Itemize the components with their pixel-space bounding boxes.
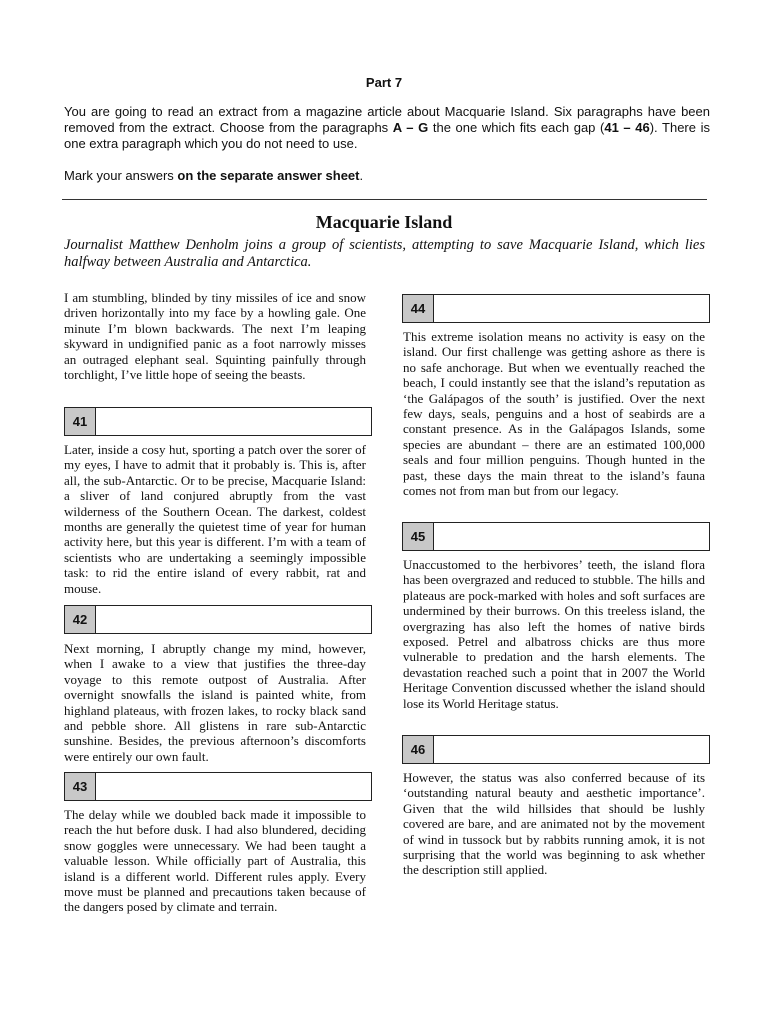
answer-instruction-text: Mark your answers xyxy=(64,168,178,183)
paragraph-7: However, the status was also conferred because of its ‘outstanding natural beauty and aesthetic importance’. Given that the wild hillsides that should be lushly covered are bare, and are animated not by the movement of wind in tussock but by rabbits running amok, it is not surprising that the world was beginning to ask whether the description still applied. xyxy=(403,770,705,878)
gap-number-42: 42 xyxy=(65,606,96,633)
answer-gap-45[interactable] xyxy=(402,522,710,551)
article-title: Macquarie Island xyxy=(315,212,453,232)
answer-gap-44[interactable] xyxy=(402,294,710,323)
paragraph-6: Unaccustomed to the herbivores’ teeth, the island flora has been overgrazed and reduced to stubble. The hills and plateaus are pock-marked with holes and soft surfaces are undermined by their burrows. On this treeless island, the overgrazing has also left the homes of native birds exposed. Petrel and albatross chicks are thus more vulnerable to predation and the harsh elements. The devastation reached such a point that in 2007 the World Heritage Convention discussed whether the island should lose its World Heritage status. xyxy=(403,557,705,711)
task-instructions xyxy=(64,104,710,152)
gap-number-46: 46 xyxy=(403,736,434,763)
answer-gap-41[interactable] xyxy=(64,407,372,436)
divider xyxy=(62,199,707,200)
instructions-text-3: ). There is one extra paragraph which you do not need to use. xyxy=(64,120,710,151)
paragraph-1: I am stumbling, blinded by tiny missiles of ice and snow driven horizontally into my face by a howling gale. One minute I’m blown backwards. The next I’m leaping skyward in undignified panic as a foot narrowly misses an outraged elephant seal. Squinting painfully through torchlight, I’ve little hope of seeing the beasts. xyxy=(64,290,366,383)
gap-number-41: 41 xyxy=(65,408,96,435)
answer-instruction-end: . xyxy=(359,168,364,183)
part-title: Part 7 xyxy=(365,75,403,90)
paragraph-3: Next morning, I abruptly change my mind, however, when I awake to a view that justifies the three-day voyage to this remote outpost of Australia. After overnight snowfalls the island is painted white, from highland plateaus, with frozen lakes, to rocky black sand and pebble shore. All glistens in rare sub-Antarctic sunshine. Besides, the previous afternoon’s discomforts were entirely our own fault. xyxy=(64,641,366,764)
article-standfirst: Journalist Matthew Denholm joins a group of scientists, attempting to save Macquarie Island, which lies halfway between Australia and Antarctica. xyxy=(64,237,705,270)
answer-gap-46[interactable] xyxy=(402,735,710,764)
instructions-text-1: You are going to read an extract from a magazine article about Macquarie Island. Six paragraphs have been removed from the extract. Choose from the paragraphs xyxy=(64,104,710,135)
gap-number-45: 45 xyxy=(403,523,434,550)
answer-sheet-emphasis: on the separate answer sheet xyxy=(177,168,360,183)
paragraph-range: A – G xyxy=(392,120,429,135)
gap-number-44: 44 xyxy=(403,295,434,322)
paragraph-2: Later, inside a cosy hut, sporting a patch over the sorer of my eyes, I have to admit that it probably is. This is, after all, the sub-Antarctic. Or to be precise, Macquarie Island: a sliver of land conjured abruptly from the vast wilderness of the Southern Ocean. The darkest, coldest months are generally the quietest time of year for human activity here, but this year is different. I’m with a team of scientists who are undertaking a seemingly impossible task: to rid the entire island of every rabbit, rat and mouse. xyxy=(64,442,366,596)
gap-number-43: 43 xyxy=(65,773,96,800)
answer-gap-42[interactable] xyxy=(64,605,372,634)
gap-range: 41 – 46 xyxy=(604,120,650,135)
instructions-text-2: the one which fits each gap ( xyxy=(428,120,605,135)
answer-instruction xyxy=(64,168,710,184)
paragraph-4: The delay while we doubled back made it impossible to reach the hut before dusk. I had also blundered, deciding snow goggles were unnecessary. We had been taught a valuable lesson. While officially part of Australia, this island is a different world. Different rules apply. Every move must be planned and precautions taken because of the dangers posed by climate and terrain. xyxy=(64,807,366,915)
answer-gap-43[interactable] xyxy=(64,772,372,801)
paragraph-5: This extreme isolation means no activity is easy on the island. Our first challenge was getting ashore as there is no safe anchorage. But when we eventually reached the beach, I could instantly see that the island’s reputation as ‘the Galápagos of the south’ is justified. Over the next few days, seals, penguins and a host of seabirds are a constant presence. As in the Galápagos Islands, some species are abundant – there are an estimated 100,000 seals and four million penguins. Though hunted in the past, these days the main threat to the island’s fauna comes not from man but from our legacy. xyxy=(403,329,705,499)
